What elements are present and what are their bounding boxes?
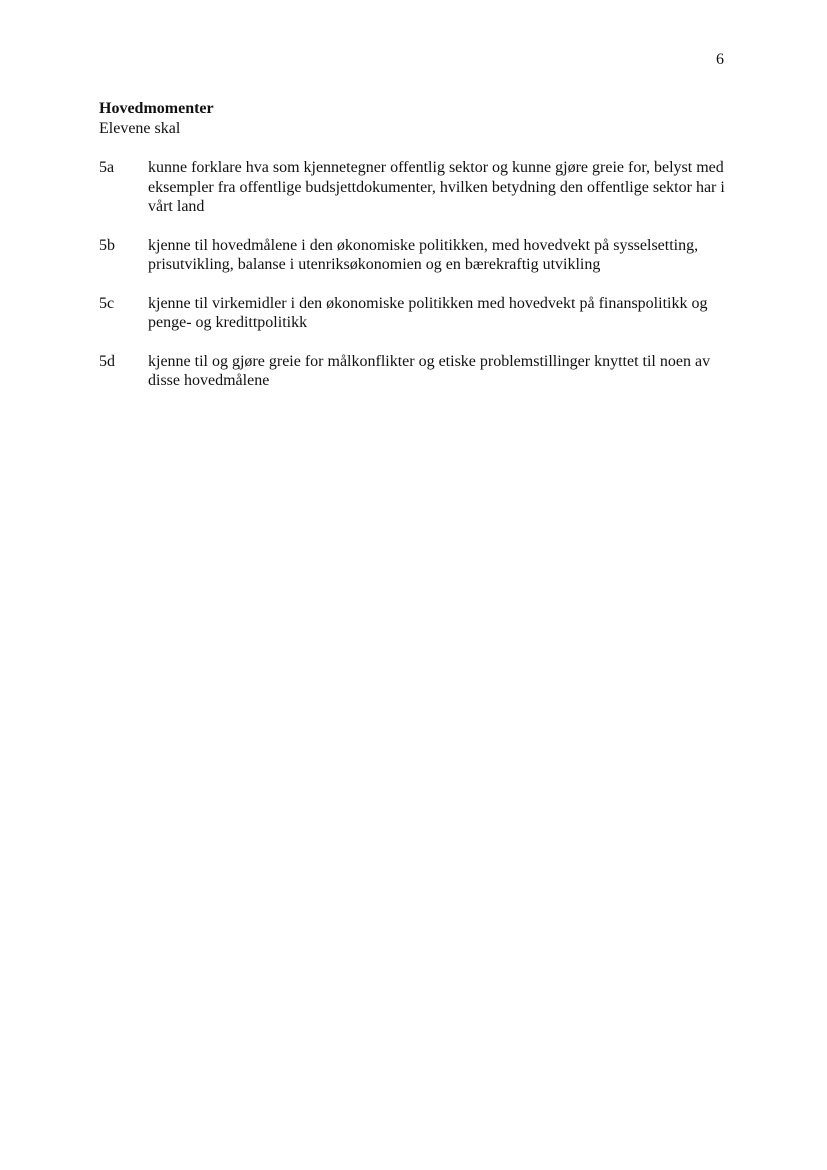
objective-item-5c: [99, 294, 739, 333]
objective-code: 5b: [99, 236, 115, 254]
objective-text: kunne forklare hva som kjennetegner offentlig sektor og kunne gjøre greie for, belyst med eksempler fra offentlige budsjettdokumenter, hvilken betydning den offentlige sektor har i vårt land: [148, 159, 725, 215]
page-number: 6: [716, 51, 724, 68]
objective-code: 5c: [99, 294, 115, 312]
objective-code: 5d: [99, 352, 115, 370]
section-intro: Elevene skal: [99, 120, 181, 137]
objective-text: kjenne til og gjøre greie for målkonflikter og etiske problemstillinger knyttet til noen av disse hovedmålene: [148, 352, 711, 389]
document-body: [99, 99, 739, 410]
objective-text: kjenne til hovedmålene i den økonomiske politikken, med hovedvekt på sysselsetting, prisutvikling, balanse i utenriksøkonomien og en bærekraftig utvikling: [148, 236, 699, 273]
objective-text: kjenne til virkemidler i den økonomiske politikken med hovedvekt på finanspolitikk og penge- og kredittpolitikk: [148, 294, 708, 331]
section-heading: Hovedmomenter: [99, 100, 214, 117]
objective-item-5b: [99, 236, 739, 275]
objective-item-5a: [99, 158, 739, 217]
objective-item-5d: [99, 352, 739, 391]
objective-code: 5a: [99, 159, 115, 176]
objective-list: [99, 158, 739, 391]
